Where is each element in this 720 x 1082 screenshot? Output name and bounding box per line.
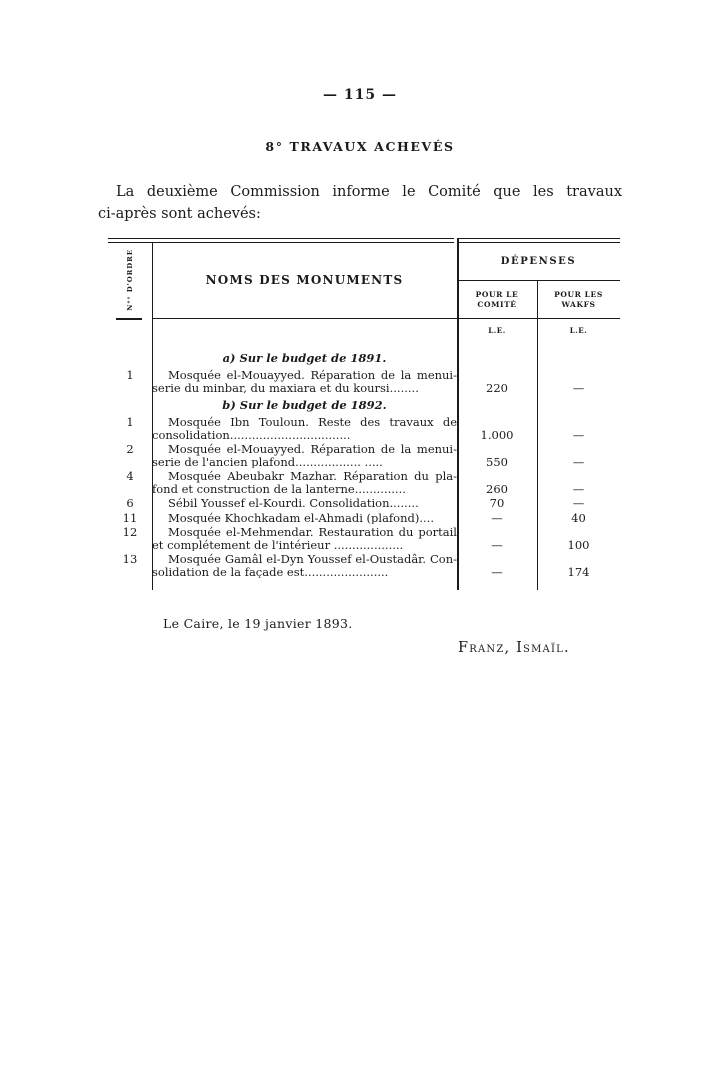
table-row [108, 526, 620, 551]
table-row [108, 416, 620, 441]
monument-description [152, 526, 457, 551]
amount-wakfs: — [572, 427, 585, 442]
column-header-depenses: DÉPENSES [500, 255, 577, 267]
amount-wakfs: 40 [571, 510, 586, 525]
intro-line: ci-après sont achevés: [98, 206, 261, 222]
description-line: Mosquée Gamâl el-Dyn Youssef el-Oustadâr. Con- [168, 553, 457, 566]
amount-comite: — [491, 510, 503, 525]
order-number: 4 [126, 469, 134, 483]
unit-label-wakfs: L.E. [569, 325, 588, 335]
section-title: 8° TRAVAUX ACHEVÉS [265, 139, 455, 154]
table-row [108, 470, 620, 495]
order-header-dash [116, 318, 142, 320]
page-number: — 115 — [323, 87, 397, 103]
description-line: Mosquée Ibn Touloun. Reste des travaux de [168, 416, 457, 429]
order-number: 11 [122, 510, 138, 525]
column-header-order [108, 242, 152, 318]
column-header-order-label: Nᵒˢ D'ORDRE [126, 249, 134, 311]
monument-description [152, 416, 457, 441]
order-number: 12 [122, 525, 138, 539]
signature: Franz, Ismaïl. [458, 640, 570, 656]
description-line: fond et construction de la lanterne.............. [152, 482, 406, 495]
order-number: 1 [126, 415, 134, 429]
description-line: Sébil Youssef el-Kourdi. Consolidation........ [168, 497, 419, 510]
table-row [108, 369, 620, 394]
amount-wakfs: — [572, 380, 585, 395]
monument-description [152, 497, 457, 510]
monument-description [152, 512, 457, 525]
order-number: 13 [122, 552, 138, 566]
table-body [108, 342, 620, 580]
amount-wakfs: 100 [567, 537, 590, 552]
description-line: Mosquée el-Mehmendar. Restauration du portail [168, 526, 457, 539]
order-number: 6 [126, 496, 134, 510]
dateline: Le Caire, le 19 janvier 1893. [163, 616, 353, 631]
description-line: Mosquée Khochkadam el-Ahmadi (plafond).... [168, 511, 434, 524]
amount-comite: — [491, 537, 503, 552]
budget-section-label: a) Sur le budget de 1891. [222, 351, 387, 365]
intro-paragraph [98, 181, 622, 225]
description-line: Mosquée el-Mouayyed. Réparation de la menui- [168, 369, 457, 382]
amount-comite: 70 [489, 496, 505, 510]
table-row [108, 553, 620, 578]
amount-wakfs: 174 [567, 564, 590, 579]
amount-comite: 260 [486, 481, 508, 496]
column-header-comite [457, 281, 537, 318]
amount-wakfs: — [572, 496, 585, 510]
intro-line: La deuxième Commission informe le Comité que les travaux [116, 184, 622, 200]
budget-section-label: b) Sur le budget de 1892. [222, 398, 387, 412]
order-number: 1 [126, 368, 134, 382]
monuments-expenses-table [108, 238, 620, 590]
column-header-comite-label: POUR LE COMITÉ [475, 289, 519, 309]
monument-description [152, 553, 457, 578]
monument-description [152, 369, 457, 394]
unit-label-comite: L.E. [488, 325, 506, 335]
amount-comite: 550 [486, 454, 508, 469]
description-line: Mosquée Abeubakr Mazhar. Réparation du pla- [168, 470, 457, 483]
description-line: serie du minbar, du maxiara et du koursi........ [152, 381, 419, 394]
monument-description [152, 470, 457, 495]
column-header-wakfs-label: POUR LES WAKFS [554, 289, 603, 309]
monument-description [152, 443, 457, 468]
column-header-wakfs [537, 281, 620, 318]
description-line: consolidation................................. [152, 428, 351, 441]
budget-section-heading [108, 399, 620, 412]
table-row [108, 443, 620, 468]
description-line: et complétement de l'intérieur ................... [152, 538, 404, 551]
amount-wakfs: — [572, 481, 585, 496]
column-header-monuments: NOMS DES MONUMENTS [205, 273, 404, 287]
description-line: serie de l'ancien plafond.................. ..... [152, 455, 383, 468]
amount-wakfs: — [572, 454, 585, 469]
budget-section-heading [108, 352, 620, 365]
amount-comite: 1.000 [480, 427, 514, 442]
table-row [108, 512, 620, 525]
amount-comite: — [491, 564, 503, 579]
amount-comite: 220 [486, 380, 508, 395]
description-line: solidation de la façade est....................... [152, 565, 389, 578]
order-number: 2 [126, 442, 134, 456]
table-row [108, 497, 620, 510]
description-line: Mosquée el-Mouayyed. Réparation de la menui- [168, 443, 457, 456]
